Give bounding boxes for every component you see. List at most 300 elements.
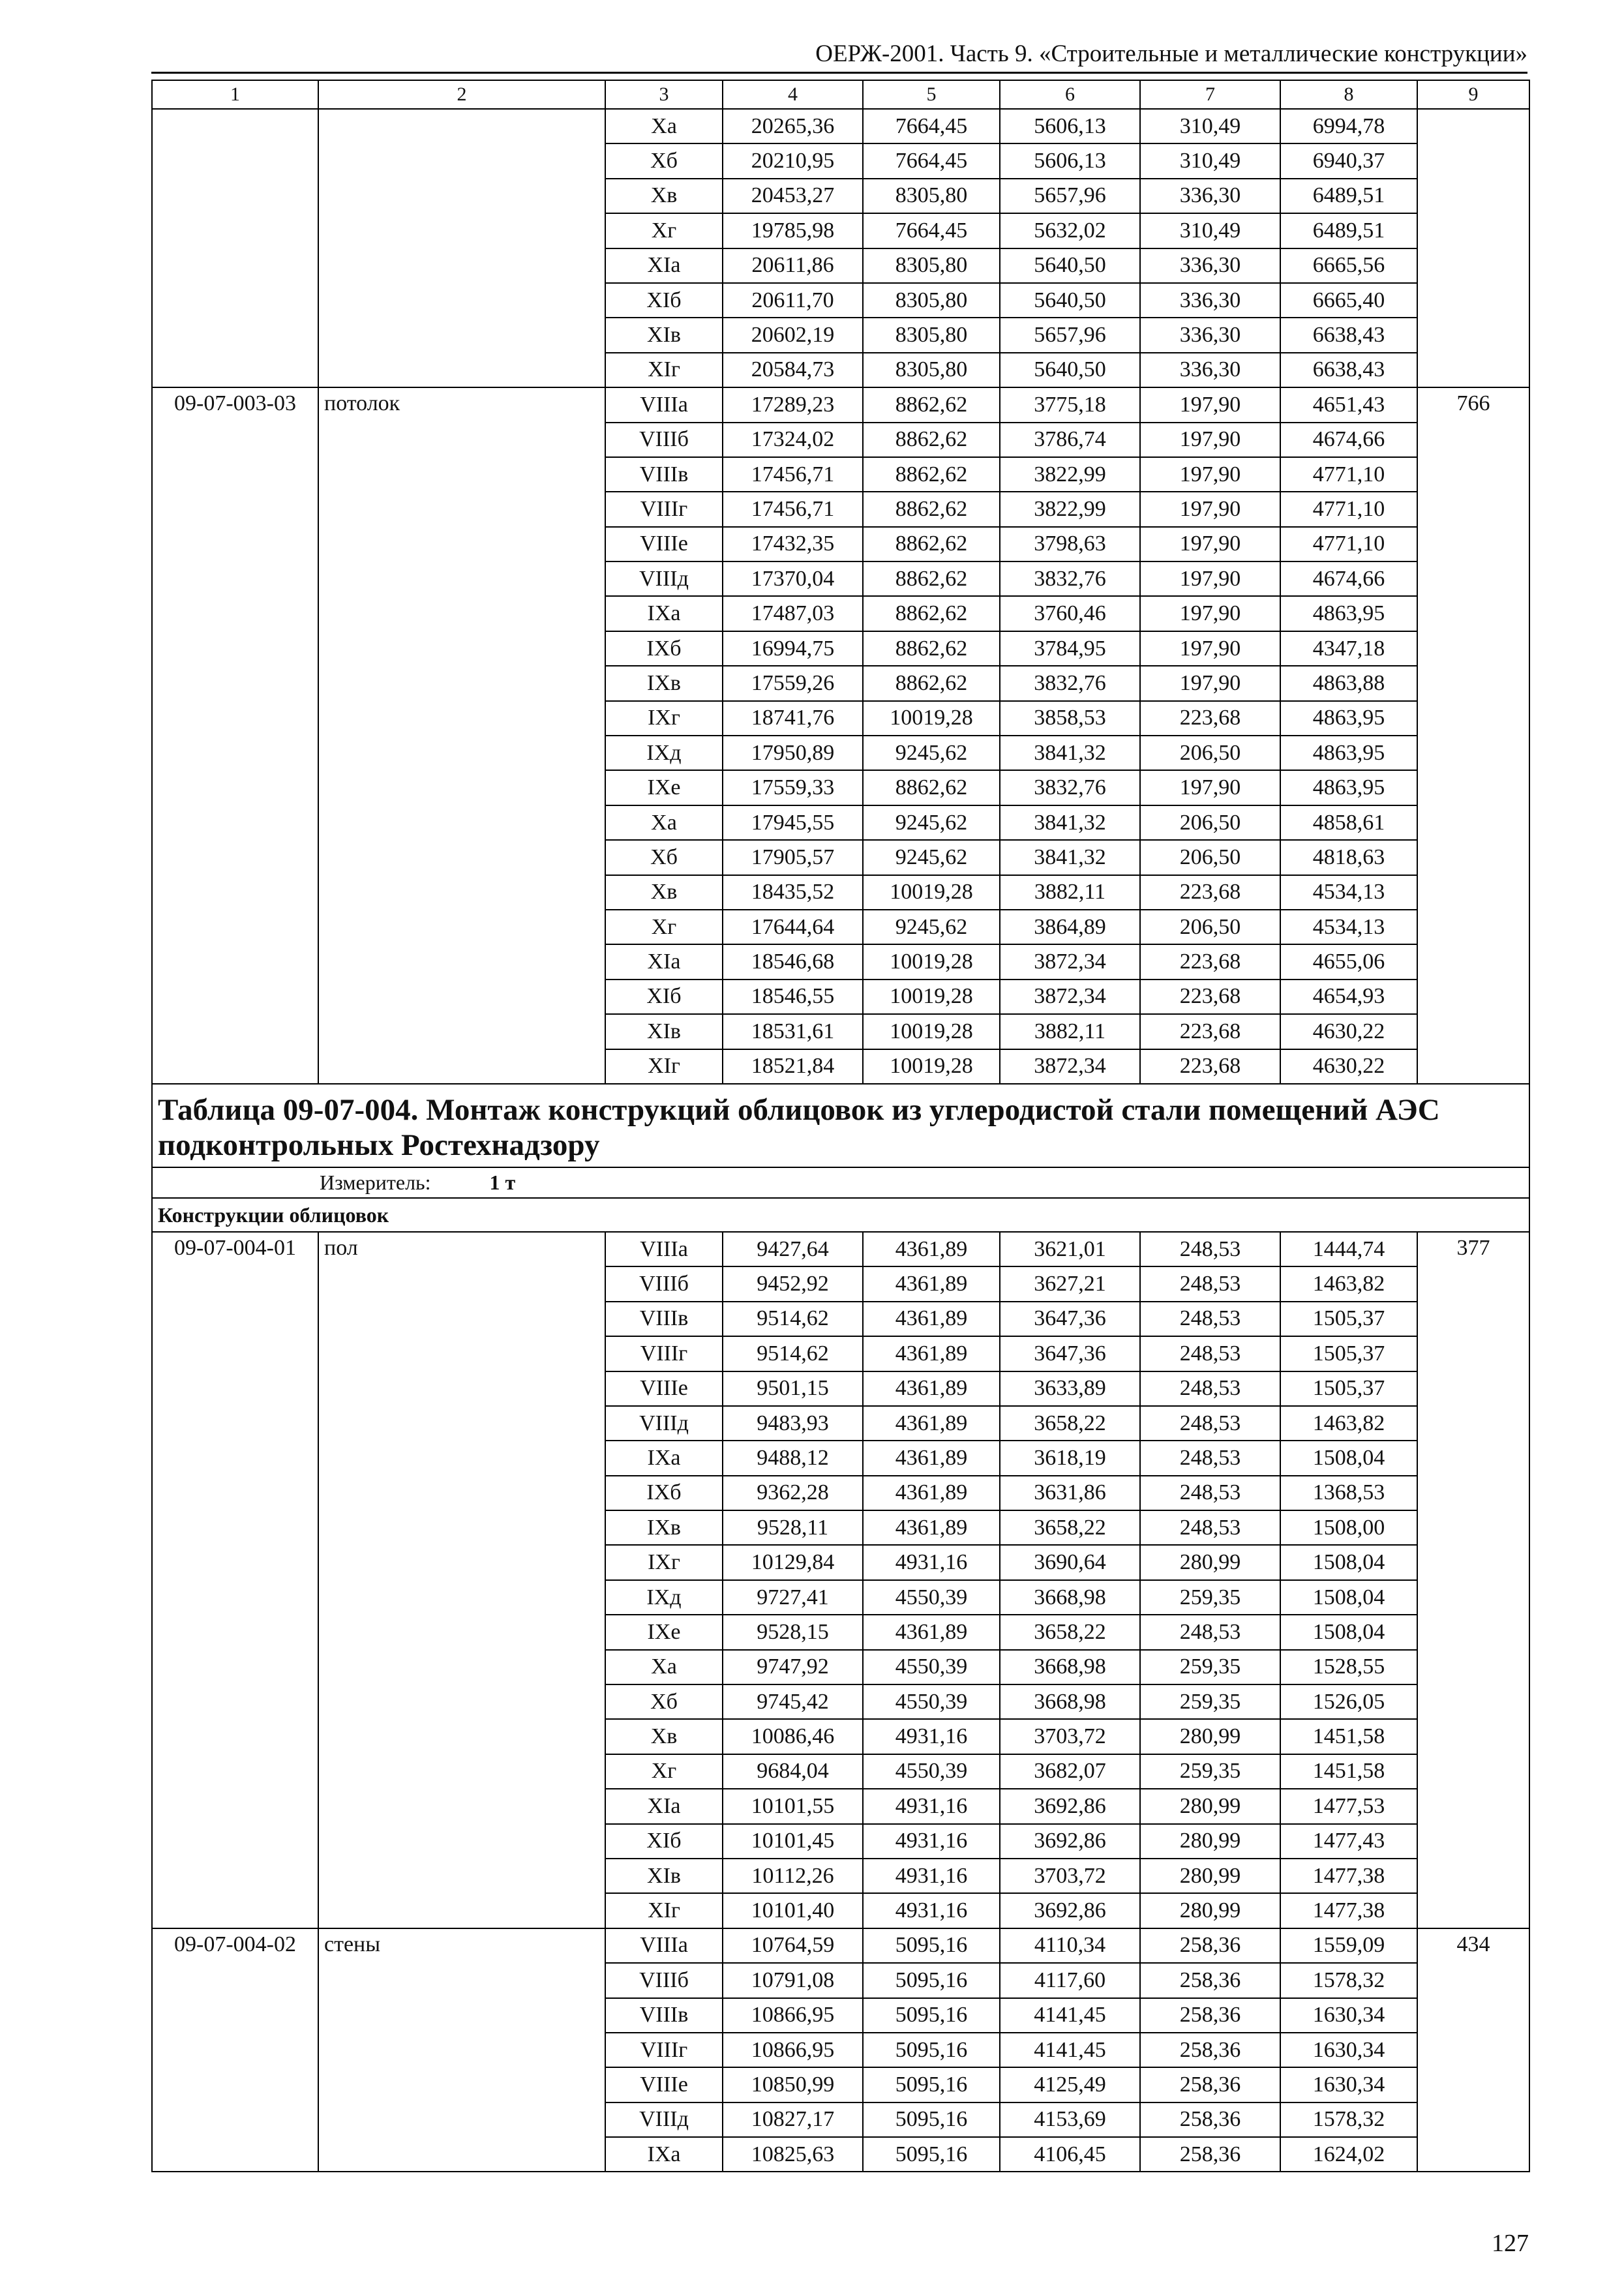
table-row [152, 387, 1529, 422]
machines-cell: 4125,49 [1000, 2067, 1140, 2102]
code-cell: 09-07-004-01 [152, 1232, 318, 1928]
total-cost-cell: 10850,99 [723, 2067, 863, 2102]
period-cell: VIIIa [605, 387, 723, 422]
operators-wages-cell: 248,53 [1140, 1266, 1280, 1301]
machines-cell: 3631,86 [1000, 1476, 1140, 1510]
operators-wages-cell: 258,36 [1140, 2102, 1280, 2137]
total-cost-cell: 9528,15 [723, 1615, 863, 1649]
materials-cell: 6638,43 [1280, 353, 1417, 387]
materials-cell: 1630,34 [1280, 2067, 1417, 2102]
period-cell: Xв [605, 179, 723, 213]
total-cost-cell: 17559,26 [723, 666, 863, 700]
materials-cell: 1463,82 [1280, 1406, 1417, 1441]
period-cell: Xг [605, 213, 723, 248]
machines-cell: 3690,64 [1000, 1545, 1140, 1579]
total-cost-cell: 17456,71 [723, 492, 863, 526]
materials-cell: 1444,74 [1280, 1232, 1417, 1266]
total-cost-cell: 16994,75 [723, 631, 863, 666]
period-cell: IXa [605, 596, 723, 631]
table-title-row [152, 1084, 1529, 1167]
total-cost-cell: 20602,19 [723, 318, 863, 352]
machines-cell: 3841,32 [1000, 805, 1140, 840]
wages-cell: 10019,28 [863, 1049, 1000, 1084]
period-cell: VIIIб [605, 1266, 723, 1301]
column-number-row [152, 80, 1529, 109]
wages-cell: 5095,16 [863, 1998, 1000, 2033]
materials-cell: 6489,51 [1280, 213, 1417, 248]
wages-cell: 4361,89 [863, 1615, 1000, 1649]
operators-wages-cell: 197,90 [1140, 561, 1280, 596]
materials-cell: 1526,05 [1280, 1684, 1417, 1719]
machines-cell: 3775,18 [1000, 387, 1140, 422]
machines-cell: 3832,76 [1000, 666, 1140, 700]
wages-cell: 8862,62 [863, 596, 1000, 631]
column-number: 2 [318, 80, 605, 109]
wages-cell: 5095,16 [863, 1963, 1000, 1997]
wages-cell: 8862,62 [863, 666, 1000, 700]
wages-cell: 7664,45 [863, 109, 1000, 143]
materials-cell: 4863,88 [1280, 666, 1417, 700]
machines-cell: 3864,89 [1000, 910, 1140, 944]
machines-cell: 3658,22 [1000, 1406, 1140, 1441]
materials-cell: 1508,04 [1280, 1615, 1417, 1649]
materials-cell: 4818,63 [1280, 840, 1417, 875]
column-9-cell [1417, 109, 1529, 387]
operators-wages-cell: 280,99 [1140, 1859, 1280, 1893]
period-cell: Xa [605, 109, 723, 143]
machines-cell: 3832,76 [1000, 561, 1140, 596]
period-cell: Xб [605, 1684, 723, 1719]
machines-cell: 3786,74 [1000, 423, 1140, 457]
materials-cell: 4651,43 [1280, 387, 1417, 422]
table-row [152, 1928, 1529, 1963]
total-cost-cell: 20611,70 [723, 283, 863, 318]
materials-cell: 1578,32 [1280, 2102, 1417, 2137]
total-cost-cell: 10101,40 [723, 1893, 863, 1928]
period-cell: Xa [605, 805, 723, 840]
wages-cell: 8305,80 [863, 283, 1000, 318]
materials-cell: 6994,78 [1280, 109, 1417, 143]
total-cost-cell: 10866,95 [723, 2033, 863, 2067]
wages-cell: 5095,16 [863, 2102, 1000, 2137]
wages-cell: 4361,89 [863, 1266, 1000, 1301]
code-cell [152, 109, 318, 387]
measure-label: Измеритель: [320, 1170, 431, 1194]
header-rule [151, 72, 1527, 74]
total-cost-cell: 18435,52 [723, 875, 863, 910]
operators-wages-cell: 197,90 [1140, 770, 1280, 805]
code-cell: 09-07-004-02 [152, 1928, 318, 2172]
operators-wages-cell: 248,53 [1140, 1371, 1280, 1406]
page-header: ОЕРЖ-2001. Часть 9. «Строительные и металлические конструкции» [815, 40, 1527, 67]
wages-cell: 4550,39 [863, 1754, 1000, 1789]
wages-cell: 9245,62 [863, 840, 1000, 875]
operators-wages-cell: 197,90 [1140, 596, 1280, 631]
period-cell: XIв [605, 318, 723, 352]
period-cell: XIa [605, 248, 723, 283]
total-cost-cell: 17289,23 [723, 387, 863, 422]
materials-cell: 1451,58 [1280, 1754, 1417, 1789]
wages-cell: 8862,62 [863, 561, 1000, 596]
period-cell: VIIIe [605, 527, 723, 561]
period-cell: VIIIe [605, 1371, 723, 1406]
machines-cell: 4106,45 [1000, 2137, 1140, 2172]
total-cost-cell: 20611,86 [723, 248, 863, 283]
machines-cell: 4141,45 [1000, 2033, 1140, 2067]
materials-cell: 1368,53 [1280, 1476, 1417, 1510]
machines-cell: 5657,96 [1000, 318, 1140, 352]
machines-cell: 3692,86 [1000, 1824, 1140, 1859]
machines-cell: 5632,02 [1000, 213, 1140, 248]
operators-wages-cell: 248,53 [1140, 1476, 1280, 1510]
materials-cell: 1508,04 [1280, 1545, 1417, 1579]
machines-cell: 5606,13 [1000, 143, 1140, 178]
materials-cell: 4863,95 [1280, 596, 1417, 631]
wages-cell: 5095,16 [863, 1928, 1000, 1963]
table-row [152, 1232, 1529, 1266]
materials-cell: 4674,66 [1280, 423, 1417, 457]
operators-wages-cell: 258,36 [1140, 2033, 1280, 2067]
column-number: 8 [1280, 80, 1417, 109]
period-cell: XIв [605, 1859, 723, 1893]
name-cell: потолок [318, 387, 605, 1084]
wages-cell: 4931,16 [863, 1859, 1000, 1893]
materials-cell: 6638,43 [1280, 318, 1417, 352]
period-cell: VIIIб [605, 423, 723, 457]
period-cell: VIIIб [605, 1963, 723, 1997]
machines-cell: 3882,11 [1000, 1014, 1140, 1049]
wages-cell: 10019,28 [863, 944, 1000, 979]
wages-cell: 8305,80 [863, 353, 1000, 387]
machines-cell: 3760,46 [1000, 596, 1140, 631]
operators-wages-cell: 248,53 [1140, 1232, 1280, 1266]
period-cell: IXe [605, 1615, 723, 1649]
column-number: 3 [605, 80, 723, 109]
machines-cell: 3668,98 [1000, 1684, 1140, 1719]
operators-wages-cell: 280,99 [1140, 1893, 1280, 1928]
materials-cell: 6665,40 [1280, 283, 1417, 318]
operators-wages-cell: 280,99 [1140, 1719, 1280, 1754]
machines-cell: 3822,99 [1000, 492, 1140, 526]
machines-cell: 3692,86 [1000, 1893, 1140, 1928]
total-cost-cell: 10086,46 [723, 1719, 863, 1754]
column-number: 5 [863, 80, 1000, 109]
machines-cell: 4110,34 [1000, 1928, 1140, 1963]
materials-cell: 4534,13 [1280, 910, 1417, 944]
page-number: 127 [1492, 2230, 1529, 2257]
total-cost-cell: 10825,63 [723, 2137, 863, 2172]
machines-cell: 3872,34 [1000, 1049, 1140, 1084]
materials-cell: 1630,34 [1280, 2033, 1417, 2067]
total-cost-cell: 17905,57 [723, 840, 863, 875]
period-cell: IXв [605, 1510, 723, 1545]
total-cost-cell: 10827,17 [723, 2102, 863, 2137]
machines-cell: 3682,07 [1000, 1754, 1140, 1789]
operators-wages-cell: 206,50 [1140, 805, 1280, 840]
operators-wages-cell: 258,36 [1140, 2067, 1280, 2102]
total-cost-cell: 10129,84 [723, 1545, 863, 1579]
column-9-cell: 377 [1417, 1232, 1529, 1928]
rates-table-body [152, 80, 1529, 2172]
operators-wages-cell: 206,50 [1140, 840, 1280, 875]
wages-cell: 10019,28 [863, 980, 1000, 1014]
operators-wages-cell: 336,30 [1140, 283, 1280, 318]
total-cost-cell: 10101,55 [723, 1789, 863, 1823]
wages-cell: 8862,62 [863, 527, 1000, 561]
total-cost-cell: 17324,02 [723, 423, 863, 457]
operators-wages-cell: 310,49 [1140, 143, 1280, 178]
total-cost-cell: 9745,42 [723, 1684, 863, 1719]
period-cell: Xг [605, 1754, 723, 1789]
materials-cell: 4655,06 [1280, 944, 1417, 979]
machines-cell: 5640,50 [1000, 283, 1140, 318]
wages-cell: 5095,16 [863, 2067, 1000, 2102]
machines-cell: 3618,19 [1000, 1441, 1140, 1475]
operators-wages-cell: 223,68 [1140, 944, 1280, 979]
name-cell: стены [318, 1928, 605, 2172]
measure-cell [152, 1167, 1529, 1198]
materials-cell: 1505,37 [1280, 1336, 1417, 1371]
total-cost-cell: 9501,15 [723, 1371, 863, 1406]
materials-cell: 1508,00 [1280, 1510, 1417, 1545]
operators-wages-cell: 258,36 [1140, 2137, 1280, 2172]
operators-wages-cell: 223,68 [1140, 701, 1280, 736]
materials-cell: 1508,04 [1280, 1441, 1417, 1475]
period-cell: IXe [605, 770, 723, 805]
materials-cell: 4630,22 [1280, 1049, 1417, 1084]
column-9-cell: 766 [1417, 387, 1529, 1084]
wages-cell: 9245,62 [863, 805, 1000, 840]
wages-cell: 7664,45 [863, 143, 1000, 178]
wages-cell: 4361,89 [863, 1371, 1000, 1406]
wages-cell: 4550,39 [863, 1684, 1000, 1719]
section-label: Конструкции облицовок [152, 1198, 1529, 1232]
total-cost-cell: 9528,11 [723, 1510, 863, 1545]
period-cell: IXб [605, 631, 723, 666]
operators-wages-cell: 258,36 [1140, 1963, 1280, 1997]
machines-cell: 3822,99 [1000, 457, 1140, 492]
wages-cell: 5095,16 [863, 2033, 1000, 2067]
materials-cell: 1477,38 [1280, 1859, 1417, 1893]
total-cost-cell: 17370,04 [723, 561, 863, 596]
materials-cell: 6665,56 [1280, 248, 1417, 283]
wages-cell: 7664,45 [863, 213, 1000, 248]
materials-cell: 4771,10 [1280, 457, 1417, 492]
wages-cell: 4361,89 [863, 1336, 1000, 1371]
machines-cell: 3621,01 [1000, 1232, 1140, 1266]
period-cell: IXд [605, 736, 723, 770]
name-cell: пол [318, 1232, 605, 1928]
wages-cell: 8862,62 [863, 387, 1000, 422]
period-cell: Xa [605, 1650, 723, 1684]
materials-cell: 4654,93 [1280, 980, 1417, 1014]
wages-cell: 4931,16 [863, 1719, 1000, 1754]
period-cell: VIIIг [605, 2033, 723, 2067]
period-cell: Xв [605, 875, 723, 910]
wages-cell: 4361,89 [863, 1476, 1000, 1510]
column-number: 9 [1417, 80, 1529, 109]
operators-wages-cell: 280,99 [1140, 1789, 1280, 1823]
period-cell: Xб [605, 143, 723, 178]
operators-wages-cell: 223,68 [1140, 980, 1280, 1014]
machines-cell: 3647,36 [1000, 1302, 1140, 1336]
rates-table [151, 80, 1530, 2172]
operators-wages-cell: 248,53 [1140, 1441, 1280, 1475]
operators-wages-cell: 280,99 [1140, 1545, 1280, 1579]
materials-cell: 6940,37 [1280, 143, 1417, 178]
period-cell: VIIIд [605, 1406, 723, 1441]
total-cost-cell: 10764,59 [723, 1928, 863, 1963]
machines-cell: 3882,11 [1000, 875, 1140, 910]
period-cell: VIIIг [605, 1336, 723, 1371]
materials-cell: 4771,10 [1280, 492, 1417, 526]
wages-cell: 8862,62 [863, 457, 1000, 492]
machines-cell: 3668,98 [1000, 1580, 1140, 1615]
materials-cell: 4630,22 [1280, 1014, 1417, 1049]
operators-wages-cell: 310,49 [1140, 213, 1280, 248]
wages-cell: 4550,39 [863, 1580, 1000, 1615]
machines-cell: 4153,69 [1000, 2102, 1140, 2137]
total-cost-cell: 17487,03 [723, 596, 863, 631]
total-cost-cell: 18546,68 [723, 944, 863, 979]
materials-cell: 1505,37 [1280, 1302, 1417, 1336]
period-cell: XIб [605, 980, 723, 1014]
wages-cell: 5095,16 [863, 2137, 1000, 2172]
period-cell: XIг [605, 1893, 723, 1928]
materials-cell: 1451,58 [1280, 1719, 1417, 1754]
wages-cell: 8305,80 [863, 179, 1000, 213]
total-cost-cell: 9684,04 [723, 1754, 863, 1789]
machines-cell: 3658,22 [1000, 1510, 1140, 1545]
total-cost-cell: 9514,62 [723, 1336, 863, 1371]
materials-cell: 1630,34 [1280, 1998, 1417, 2033]
operators-wages-cell: 248,53 [1140, 1615, 1280, 1649]
period-cell: IXa [605, 1441, 723, 1475]
wages-cell: 4931,16 [863, 1789, 1000, 1823]
measure-row [152, 1167, 1529, 1198]
total-cost-cell: 19785,98 [723, 213, 863, 248]
materials-cell: 4863,95 [1280, 770, 1417, 805]
materials-cell: 4347,18 [1280, 631, 1417, 666]
total-cost-cell: 9427,64 [723, 1232, 863, 1266]
operators-wages-cell: 310,49 [1140, 109, 1280, 143]
operators-wages-cell: 206,50 [1140, 910, 1280, 944]
wages-cell: 4361,89 [863, 1441, 1000, 1475]
wages-cell: 8862,62 [863, 423, 1000, 457]
table-row [152, 109, 1529, 143]
total-cost-cell: 10112,26 [723, 1859, 863, 1893]
total-cost-cell: 20584,73 [723, 353, 863, 387]
period-cell: IXг [605, 701, 723, 736]
period-cell: IXa [605, 2137, 723, 2172]
total-cost-cell: 18546,55 [723, 980, 863, 1014]
period-cell: VIIIд [605, 561, 723, 596]
wages-cell: 4931,16 [863, 1824, 1000, 1859]
operators-wages-cell: 197,90 [1140, 527, 1280, 561]
total-cost-cell: 17456,71 [723, 457, 863, 492]
materials-cell: 1477,43 [1280, 1824, 1417, 1859]
operators-wages-cell: 197,90 [1140, 631, 1280, 666]
operators-wages-cell: 197,90 [1140, 457, 1280, 492]
materials-cell: 1528,55 [1280, 1650, 1417, 1684]
operators-wages-cell: 336,30 [1140, 353, 1280, 387]
wages-cell: 4361,89 [863, 1510, 1000, 1545]
operators-wages-cell: 259,35 [1140, 1580, 1280, 1615]
operators-wages-cell: 197,90 [1140, 423, 1280, 457]
machines-cell: 5606,13 [1000, 109, 1140, 143]
operators-wages-cell: 223,68 [1140, 1049, 1280, 1084]
wages-cell: 8862,62 [863, 770, 1000, 805]
period-cell: Xв [605, 1719, 723, 1754]
machines-cell: 3692,86 [1000, 1789, 1140, 1823]
period-cell: XIб [605, 1824, 723, 1859]
operators-wages-cell: 206,50 [1140, 736, 1280, 770]
machines-cell: 3703,72 [1000, 1719, 1140, 1754]
total-cost-cell: 18521,84 [723, 1049, 863, 1084]
total-cost-cell: 9514,62 [723, 1302, 863, 1336]
period-cell: IXг [605, 1545, 723, 1579]
materials-cell: 1559,09 [1280, 1928, 1417, 1963]
total-cost-cell: 9452,92 [723, 1266, 863, 1301]
total-cost-cell: 20453,27 [723, 179, 863, 213]
operators-wages-cell: 197,90 [1140, 492, 1280, 526]
operators-wages-cell: 336,30 [1140, 179, 1280, 213]
materials-cell: 1508,04 [1280, 1580, 1417, 1615]
period-cell: VIIIв [605, 457, 723, 492]
operators-wages-cell: 259,35 [1140, 1684, 1280, 1719]
operators-wages-cell: 223,68 [1140, 1014, 1280, 1049]
total-cost-cell: 9488,12 [723, 1441, 863, 1475]
period-cell: IXв [605, 666, 723, 700]
machines-cell: 4141,45 [1000, 1998, 1140, 2033]
section-row [152, 1198, 1529, 1232]
wages-cell: 10019,28 [863, 875, 1000, 910]
machines-cell: 3647,36 [1000, 1336, 1140, 1371]
materials-cell: 4858,61 [1280, 805, 1417, 840]
machines-cell: 5640,50 [1000, 248, 1140, 283]
total-cost-cell: 17432,35 [723, 527, 863, 561]
period-cell: VIIIa [605, 1928, 723, 1963]
column-number: 4 [723, 80, 863, 109]
machines-cell: 3858,53 [1000, 701, 1140, 736]
wages-cell: 10019,28 [863, 1014, 1000, 1049]
total-cost-cell: 20210,95 [723, 143, 863, 178]
machines-cell: 4117,60 [1000, 1963, 1140, 1997]
total-cost-cell: 10866,95 [723, 1998, 863, 2033]
wages-cell: 8305,80 [863, 248, 1000, 283]
total-cost-cell: 17644,64 [723, 910, 863, 944]
materials-cell: 4534,13 [1280, 875, 1417, 910]
operators-wages-cell: 259,35 [1140, 1754, 1280, 1789]
operators-wages-cell: 223,68 [1140, 875, 1280, 910]
total-cost-cell: 17559,33 [723, 770, 863, 805]
period-cell: XIг [605, 353, 723, 387]
column-9-cell: 434 [1417, 1928, 1529, 2172]
total-cost-cell: 9727,41 [723, 1580, 863, 1615]
period-cell: VIIIг [605, 492, 723, 526]
machines-cell: 5657,96 [1000, 179, 1140, 213]
wages-cell: 4931,16 [863, 1893, 1000, 1928]
total-cost-cell: 20265,36 [723, 109, 863, 143]
table-title: Таблица 09-07-004. Монтаж конструкций облицовок из углеродистой стали помещений АЭС подконтрольных Ростехнадзору [152, 1084, 1529, 1167]
machines-cell: 5640,50 [1000, 353, 1140, 387]
machines-cell: 3841,32 [1000, 736, 1140, 770]
materials-cell: 1463,82 [1280, 1266, 1417, 1301]
materials-cell: 4674,66 [1280, 561, 1417, 596]
operators-wages-cell: 258,36 [1140, 1928, 1280, 1963]
period-cell: VIIIв [605, 1998, 723, 2033]
operators-wages-cell: 336,30 [1140, 318, 1280, 352]
